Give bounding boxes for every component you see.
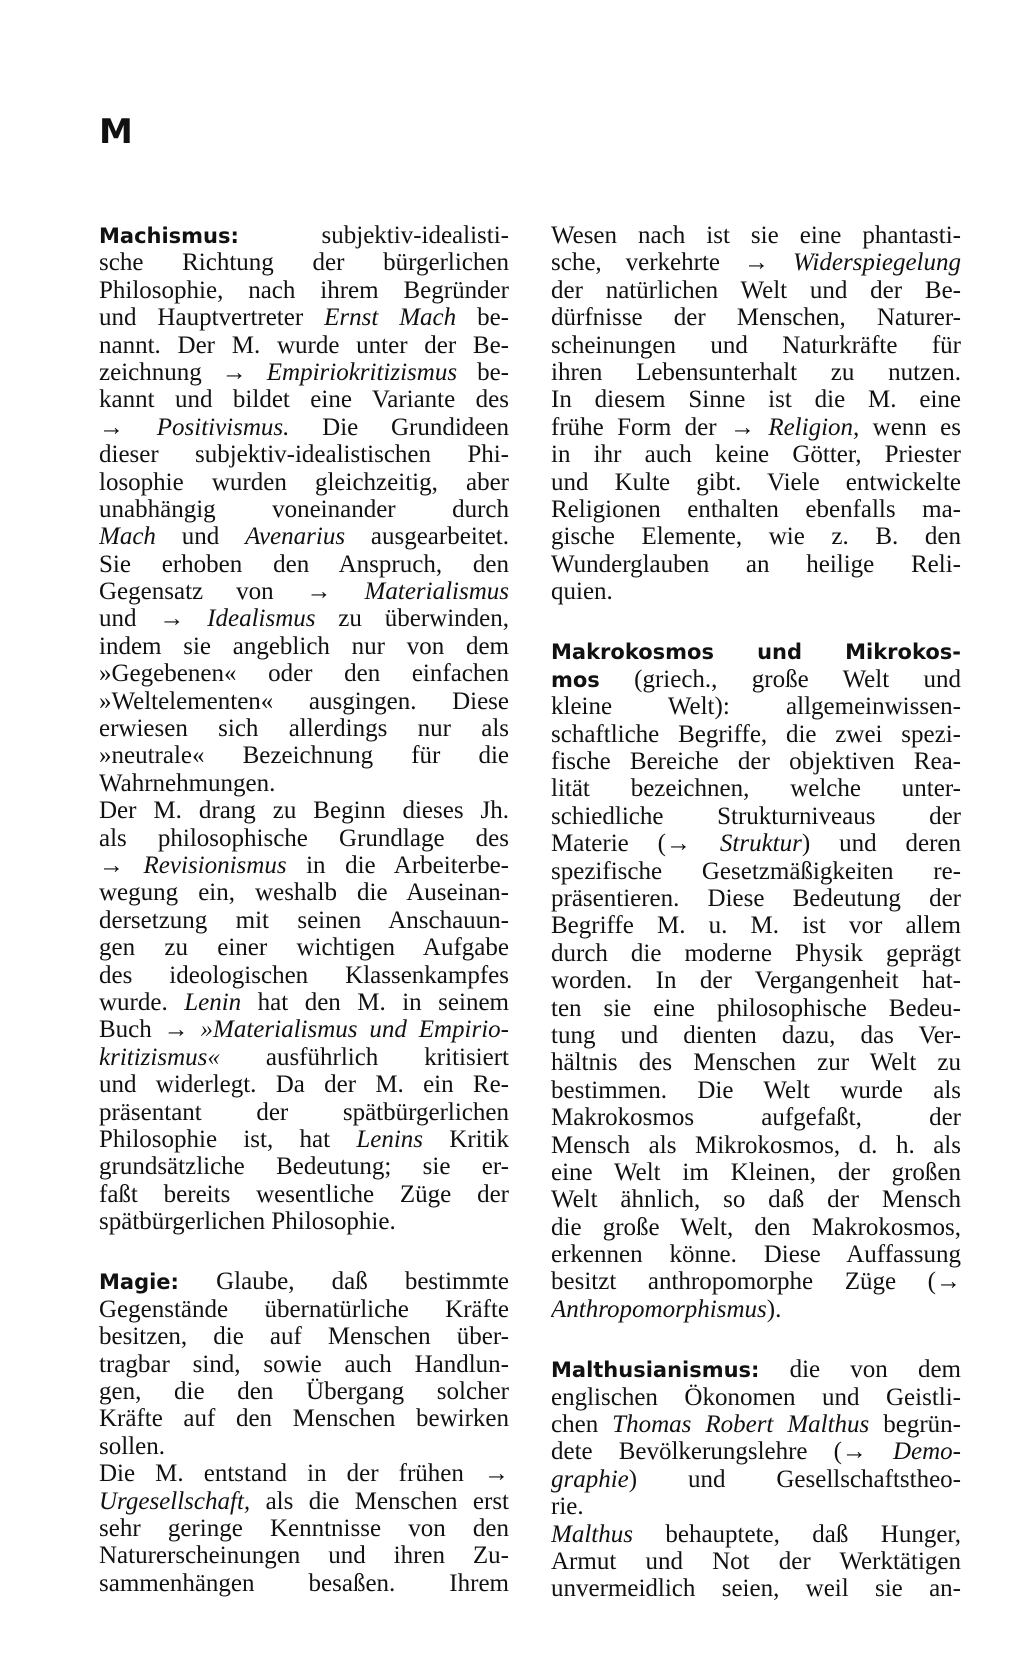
text-run: spätbürgerlichen Philosophie. <box>99 1208 396 1236</box>
right-column-line <box>551 1356 961 1383</box>
right-column-line <box>551 775 961 802</box>
left-column-line <box>99 359 509 386</box>
text-run: (griech., große Welt und <box>599 665 961 693</box>
text-run: Wunderglauben an heilige Reli- <box>551 550 961 578</box>
text-run: und widerlegt. Da der M. ein Re- <box>99 1071 509 1099</box>
text-run: Philosophie ist, hat <box>99 1125 357 1153</box>
text-run: Makrokosmos aufgefaßt, der <box>551 1104 961 1132</box>
right-column-line <box>551 995 961 1022</box>
left-column-line <box>99 386 509 413</box>
right-column-line <box>551 1438 961 1465</box>
left-column-line <box>99 633 509 660</box>
right-column-line <box>551 578 961 605</box>
left-column-line <box>99 222 509 249</box>
left-column-line <box>99 660 509 687</box>
text-run: Die Grundideen <box>289 413 509 441</box>
text-run: durch die moderne Physik geprägt <box>551 939 961 967</box>
right-column-line <box>551 1241 961 1268</box>
text-run: Kräfte auf den Menschen bewirken <box>99 1405 509 1433</box>
text-run: präsentant der spätbürgerlichen <box>99 1098 509 1126</box>
text-run: be- <box>457 358 509 386</box>
italic-reference: Idealismus <box>207 605 316 633</box>
text-run: gen zu einer wichtigen Aufgabe <box>99 934 509 962</box>
text-run: die große Welt, den Makrokosmos, <box>551 1213 961 1241</box>
left-column-line <box>99 825 509 852</box>
italic-reference: Thomas Robert Malthus <box>612 1411 870 1439</box>
text-run: Philosophie, nach ihrem Begründer <box>99 276 509 304</box>
text-run: Armut und Not der Werktätigen <box>551 1547 961 1575</box>
text-run: »Weltelementen« ausgingen. Diese <box>99 687 509 715</box>
text-run: behauptete, daß Hunger, <box>632 1520 961 1548</box>
left-column-line <box>99 1296 509 1323</box>
text-run: Kritik <box>423 1125 509 1153</box>
left-column-line <box>99 852 509 879</box>
text-run: besitzt anthropomorphe Züge (→ <box>551 1268 961 1296</box>
text-run: tung und dienten dazu, das Ver- <box>551 1021 961 1049</box>
left-column-line <box>99 1570 509 1597</box>
right-column-line <box>551 912 961 939</box>
right-column-line <box>551 414 961 441</box>
right-column-line <box>551 693 961 720</box>
italic-reference: Struktur <box>719 830 802 858</box>
text-run: des ideologischen Klassenkampfes <box>99 961 509 989</box>
right-column-line <box>551 638 961 665</box>
left-column-line <box>99 1126 509 1153</box>
right-column-line <box>551 721 961 748</box>
right-column-line <box>551 1548 961 1575</box>
text-run: dete Bevölkerungslehre (→ <box>551 1438 893 1466</box>
text-run: besitzen, die auf Menschen über- <box>99 1323 509 1351</box>
left-column-line <box>99 879 509 906</box>
left-column-line <box>99 1181 509 1208</box>
left-column-line <box>99 551 509 578</box>
text-run: Welt ähnlich, so daß der Mensch <box>551 1186 961 1214</box>
text-run: sammenhängen besaßen. Ihrem <box>99 1569 509 1597</box>
text-run: nannt. Der M. wurde unter der Be- <box>99 331 509 359</box>
right-column-line <box>551 1296 961 1323</box>
entry-separator <box>551 605 961 638</box>
text-run: und Kulte gibt. Viele entwickelte <box>551 468 961 496</box>
left-column-line <box>99 414 509 441</box>
entry-separator <box>99 1235 509 1268</box>
text-run: unvermeidlich seien, weil sie an- <box>551 1575 961 1603</box>
text-run: und Hauptvertreter <box>99 304 325 332</box>
left-column-line <box>99 1208 509 1235</box>
right-column-line <box>551 1575 961 1602</box>
right-column-line <box>551 940 961 967</box>
text-run: gische Elemente, wie z. B. den <box>551 523 961 551</box>
text-run: ausführlich kritisiert <box>219 1043 509 1071</box>
left-column-line <box>99 770 509 797</box>
right-column-line <box>551 1268 961 1295</box>
text-run: rie. <box>551 1493 584 1521</box>
text-run: ihren Lebensunterhalt zu nutzen. <box>551 358 961 386</box>
left-column-line <box>99 304 509 331</box>
text-run: be- <box>456 304 509 332</box>
text-run: ). <box>766 1295 782 1323</box>
italic-reference: Ernst Mach <box>324 304 457 332</box>
text-run: Religionen enthalten ebenfalls ma- <box>551 495 961 523</box>
section-letter: M <box>99 112 133 152</box>
text-run: bestimmen. Die Welt wurde als <box>551 1076 961 1104</box>
left-column-line <box>99 1515 509 1542</box>
right-column-line <box>551 1104 961 1131</box>
right-column <box>551 222 961 1603</box>
entry-headword: Malthusianismus: <box>551 1358 760 1383</box>
right-column-line <box>551 967 961 994</box>
left-column-line <box>99 1071 509 1098</box>
italic-reference: kritizismus« <box>99 1043 220 1071</box>
right-column-line <box>551 1384 961 1411</box>
text-run: wurde. <box>99 988 185 1016</box>
text-run: begrün- <box>869 1411 961 1439</box>
text-run: → <box>99 851 144 879</box>
italic-reference: Revisionismus <box>143 851 287 879</box>
text-run: lität bezeichnen, welche unter- <box>551 775 961 803</box>
text-run: unabhängig voneinander durch <box>99 495 509 523</box>
text-run: zeichnung → <box>99 358 267 386</box>
text-run: erkennen könne. Diese Auffassung <box>551 1241 961 1269</box>
left-column-line <box>99 249 509 276</box>
text-run: Glaube, daß bestimmte <box>178 1268 509 1296</box>
right-column-line <box>551 249 961 276</box>
italic-reference: Avenarius <box>245 523 346 551</box>
right-column-line <box>551 332 961 359</box>
text-run: scheinungen und Naturkräfte für <box>551 331 961 359</box>
text-run: dieser subjektiv-idealistischen Phi- <box>99 441 509 469</box>
right-column-line <box>551 1186 961 1213</box>
text-run: dürfnisse der Menschen, Naturer- <box>551 304 961 332</box>
left-column-line <box>99 578 509 605</box>
text-run: ) und deren <box>801 830 961 858</box>
right-column-line <box>551 858 961 885</box>
text-run: Die M. entstand in der frühen → <box>99 1460 509 1488</box>
right-column-line <box>551 1022 961 1049</box>
text-run: sche Richtung der bürgerlichen <box>99 249 509 277</box>
text-run: frühe Form der → <box>551 413 769 441</box>
left-column-line <box>99 441 509 468</box>
left-column-line <box>99 907 509 934</box>
right-column-line <box>551 803 961 830</box>
italic-reference: Anthropomorphismus <box>551 1295 767 1323</box>
text-run: kannt und bildet eine Variante des <box>99 386 509 414</box>
text-run: und → <box>99 605 208 633</box>
text-run: grundsätzliche Bedeutung; sie er- <box>99 1153 509 1181</box>
text-run: »Gegebenen« oder den einfachen <box>99 660 509 688</box>
right-column-line <box>551 359 961 386</box>
right-column-line <box>551 830 961 857</box>
text-run: als philosophische Grundlage des <box>99 824 509 852</box>
left-column-line <box>99 523 509 550</box>
right-column-line <box>551 1049 961 1076</box>
entry-separator <box>551 1323 961 1356</box>
right-column-line <box>551 1132 961 1159</box>
italic-reference: Materialismus <box>364 578 509 606</box>
text-run: faßt bereits wesentliche Züge der <box>99 1180 509 1208</box>
right-column-line <box>551 1521 961 1548</box>
text-run: zu überwinden, <box>315 605 509 633</box>
text-run: Buch → <box>99 1016 201 1044</box>
text-run: sehr geringe Kenntnisse von den <box>99 1514 509 1542</box>
text-run: ausgearbeitet. <box>345 523 509 551</box>
text-run: Begriffe M. u. M. ist vor allem <box>551 912 961 940</box>
italic-reference: Positivismus. <box>156 413 290 441</box>
right-column-line <box>551 1493 961 1520</box>
text-run: dersetzung mit seinen Anschauun- <box>99 906 509 934</box>
text-run: und <box>155 523 246 551</box>
text-run: präsentieren. Diese Bedeutung der <box>551 884 961 912</box>
left-column-line <box>99 962 509 989</box>
italic-reference: Malthus <box>551 1520 633 1548</box>
entry-headword: mos <box>551 667 600 692</box>
text-run: englischen Ökonomen und Geistli- <box>551 1383 961 1411</box>
text-run: In diesem Sinne ist die M. eine <box>551 386 961 414</box>
left-column-line <box>99 742 509 769</box>
text-run: Materie (→ <box>551 830 720 858</box>
left-column-line <box>99 1016 509 1043</box>
text-run: chen <box>551 1411 613 1439</box>
right-column-line <box>551 1411 961 1438</box>
italic-reference: »Materialismus und Empirio- <box>200 1016 509 1044</box>
left-column-line <box>99 1378 509 1405</box>
left-column-line <box>99 715 509 742</box>
text-run: sche, verkehrte → <box>551 249 793 277</box>
right-column-line <box>551 1077 961 1104</box>
text-run: Wahrnehmungen. <box>99 769 276 797</box>
left-column-line <box>99 989 509 1016</box>
right-column-line <box>551 1466 961 1493</box>
text-run: als die Menschen erst <box>250 1487 509 1515</box>
text-run: schaftliche Begriffe, die zwei spezi- <box>551 720 961 748</box>
right-column-line <box>551 386 961 413</box>
right-column-line <box>551 222 961 249</box>
entry-headword: Machismus: <box>99 224 239 248</box>
left-column <box>99 222 509 1597</box>
italic-reference: Mach <box>99 523 156 551</box>
text-run: quien. <box>551 578 613 606</box>
text-run: die von dem <box>759 1356 961 1384</box>
left-column-line <box>99 1405 509 1432</box>
text-run: Gegenstände übernatürliche Kräfte <box>99 1295 509 1323</box>
right-column-line <box>551 666 961 693</box>
left-column-line <box>99 1488 509 1515</box>
text-run: Sie erhoben den Anspruch, den <box>99 550 509 578</box>
right-column-line <box>551 748 961 775</box>
text-run: fische Bereiche der objektiven Rea- <box>551 748 961 776</box>
right-column-line <box>551 469 961 496</box>
left-column-line <box>99 1351 509 1378</box>
entry-headword: Makrokosmos und Mikrokos- <box>551 640 961 665</box>
text-run: → <box>99 413 157 441</box>
text-run: erwiesen sich allerdings nur als <box>99 715 509 743</box>
left-column-line <box>99 797 509 824</box>
right-column-line <box>551 523 961 550</box>
left-column-line <box>99 1460 509 1487</box>
right-column-line <box>551 1159 961 1186</box>
text-run: wenn es <box>859 413 961 441</box>
right-column-line <box>551 1214 961 1241</box>
left-column-line <box>99 496 509 523</box>
left-column-line <box>99 332 509 359</box>
italic-reference: Lenins <box>356 1125 423 1153</box>
right-column-line <box>551 496 961 523</box>
italic-reference: Lenin <box>184 988 242 1016</box>
text-run: in ihr auch keine Götter, Priester <box>551 441 961 469</box>
text-run: losophie wurden gleichzeitig, aber <box>99 468 509 496</box>
left-column-line <box>99 1268 509 1295</box>
text-run: spezifische Gesetzmäßigkeiten re- <box>551 857 961 885</box>
text-run: hat den M. in seinem <box>241 988 509 1016</box>
italic-reference: Urgesellschaft, <box>99 1487 251 1515</box>
left-column-line <box>99 277 509 304</box>
left-column-line <box>99 1099 509 1126</box>
left-column-line <box>99 1433 509 1460</box>
left-column-line <box>99 934 509 961</box>
left-column-line <box>99 469 509 496</box>
left-column-line <box>99 688 509 715</box>
italic-reference: Religion, <box>768 413 860 441</box>
text-run: indem sie angeblich nur von dem <box>99 632 509 660</box>
left-column-line <box>99 1323 509 1350</box>
text-run: Der M. drang zu Beginn dieses Jh. <box>99 797 509 825</box>
right-column-line <box>551 441 961 468</box>
text-run: in die Arbeiterbe- <box>286 851 509 879</box>
text-run: sollen. <box>99 1432 165 1460</box>
text-run: wegung ein, weshalb die Auseinan- <box>99 879 509 907</box>
left-column-line <box>99 1542 509 1569</box>
text-run: »neutrale« Bezeichnung für die <box>99 742 509 770</box>
text-run: Naturerscheinungen und ihren Zu- <box>99 1542 509 1570</box>
text-run: ) und Gesellschaftstheo- <box>628 1465 961 1493</box>
italic-reference: Demo- <box>892 1438 961 1466</box>
text-run: tragbar sind, sowie auch Handlun- <box>99 1350 509 1378</box>
text-run: der natürlichen Welt und der Be- <box>551 276 961 304</box>
left-column-line <box>99 1153 509 1180</box>
italic-reference: Widerspiegelung <box>792 249 961 277</box>
left-column-line <box>99 605 509 632</box>
entry-headword: Magie: <box>99 1270 179 1295</box>
right-column-line <box>551 885 961 912</box>
italic-reference: Empiriokritizismus <box>266 358 458 386</box>
left-column-line <box>99 1044 509 1071</box>
text-run: schiedliche Strukturniveaus der <box>551 802 961 830</box>
text-run: gen, die den Übergang solcher <box>99 1378 509 1406</box>
text-run: hältnis des Menschen zur Welt zu <box>551 1049 961 1077</box>
text-run: Gegensatz von → <box>99 578 365 606</box>
right-column-line <box>551 304 961 331</box>
text-run: ten sie eine philosophische Bedeu- <box>551 994 961 1022</box>
italic-reference: graphie <box>551 1465 629 1493</box>
text-run: subjektiv-idealisti- <box>238 222 509 249</box>
text-run: worden. In der Vergangenheit hat- <box>551 967 961 995</box>
text-run: Wesen nach ist sie eine phantasti- <box>551 222 961 249</box>
right-column-line <box>551 277 961 304</box>
text-run: kleine Welt): allgemeinwissen- <box>551 693 961 721</box>
text-run: eine Welt im Kleinen, der großen <box>551 1158 961 1186</box>
right-column-line <box>551 551 961 578</box>
text-run: Mensch als Mikrokosmos, d. h. als <box>551 1131 961 1159</box>
